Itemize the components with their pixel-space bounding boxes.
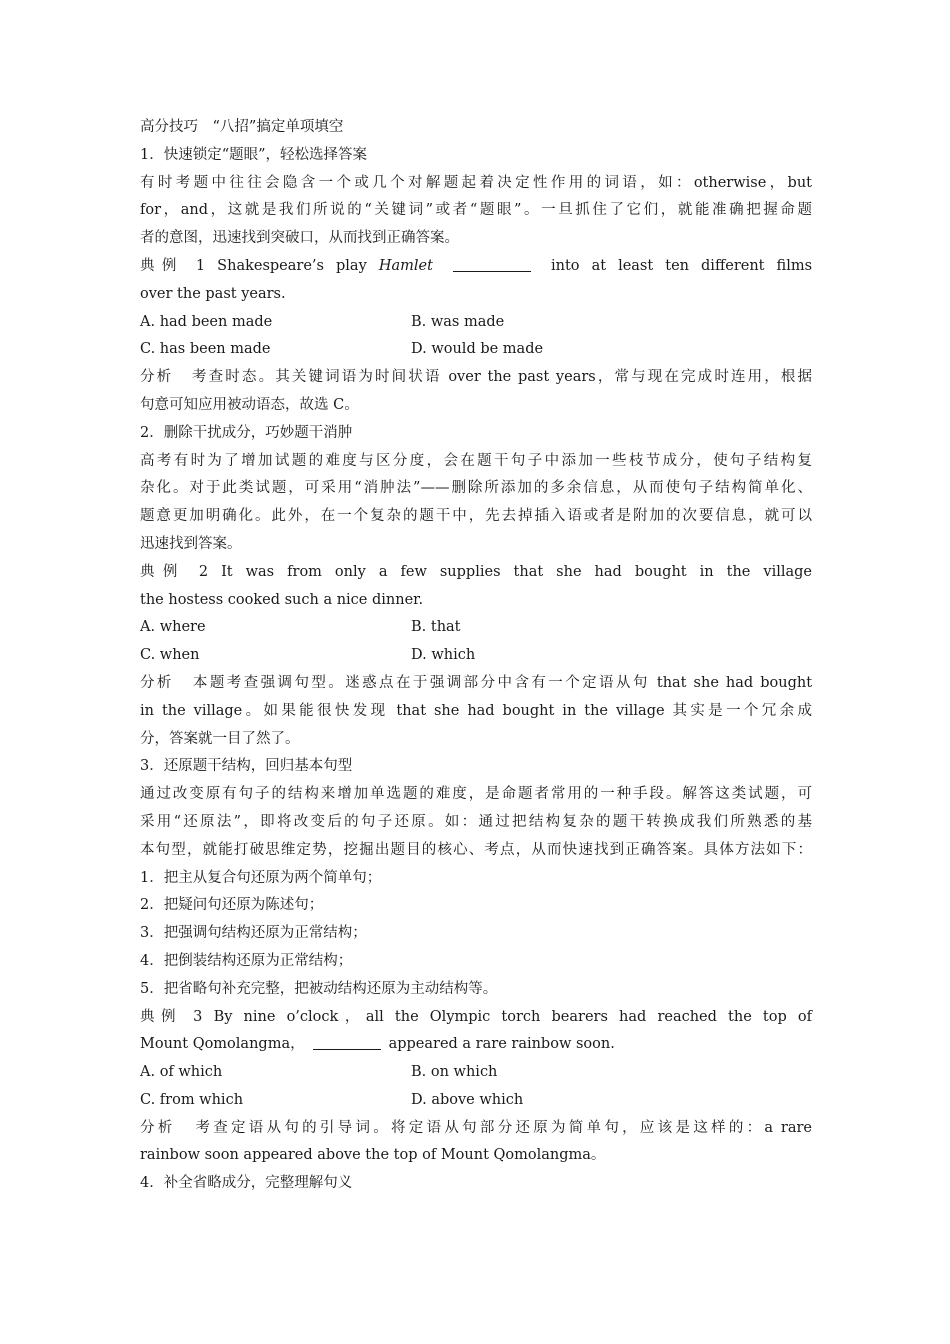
section-4-heading: 4．补全省略成分，完整理解句义 bbox=[140, 1175, 353, 1192]
analysis-text: 考查时态。其关键词语为时间状语 over the past years，常与现在完成时连用，根据 bbox=[192, 369, 813, 386]
example-3-question-line-2 bbox=[140, 1031, 812, 1059]
document-page bbox=[140, 114, 812, 1198]
example-3-text-post: appeared a rare rainbow soon. bbox=[388, 1036, 615, 1053]
example-2-options-row bbox=[140, 642, 812, 670]
section-3-paragraph-line: 通过改变原有句子的结构来增加单选题的难度，是命题者常用的一种手段。解答这类试题，可 bbox=[140, 786, 812, 803]
example-2-question-line-2: the hostess cooked such a nice dinner. bbox=[140, 591, 424, 608]
option-b: B. that bbox=[411, 619, 461, 636]
example-3-analysis-line bbox=[140, 1115, 812, 1143]
section-3-paragraph-line: 本句型，就能打破思维定势，挖掘出题目的核心、考点，从而快速找到正确答案。具体方法如下： bbox=[140, 841, 812, 858]
document-title: 高分技巧 “八招”搞定单项填空 bbox=[140, 119, 344, 135]
analysis-label: 分析 bbox=[140, 369, 174, 386]
option-a: A. where bbox=[140, 619, 206, 636]
section-1-heading: 1．快速锁定“题眼”，轻松选择答案 bbox=[140, 146, 368, 163]
example-2-analysis-line bbox=[140, 670, 812, 698]
example-2-analysis-line-3: 分，答案就一目了然了。 bbox=[140, 730, 300, 747]
section-3-paragraph-line: 采用“还原法”，即将改变后的句子还原。如：通过把结构复杂的题干转换成我们所熟悉的基 bbox=[140, 813, 812, 830]
section-1-paragraph-line: 者的意图，迅速找到突破口，从而找到正确答案。 bbox=[140, 230, 459, 247]
example-1-text-pre: Shakespeare’s play bbox=[217, 257, 367, 274]
example-3-label: 典例 3 bbox=[140, 1008, 203, 1025]
option-a: A. of which bbox=[140, 1064, 223, 1081]
example-2-label: 典例 2 bbox=[140, 563, 209, 580]
option-c: C. from which bbox=[140, 1091, 244, 1108]
option-c: C. when bbox=[140, 647, 200, 664]
section-1-paragraph-line: for，and，这就是我们所说的“关键词”或者“题眼”。一旦抓住了它们，就能准确把握命题 bbox=[140, 202, 812, 219]
example-1-analysis-line-2: 句意可知应用被动语态，故选 C。 bbox=[140, 396, 359, 413]
example-1-text-post: into at least ten different films bbox=[551, 257, 813, 274]
answer-blank bbox=[313, 1035, 381, 1050]
section-2-paragraph-line: 高考有时为了增加试题的难度与区分度，会在题干句子中添加一些枝节成分，使句子结构复 bbox=[140, 452, 812, 469]
method-item: 2．把疑问句还原为陈述句； bbox=[140, 897, 324, 914]
example-3-question-line bbox=[140, 1004, 812, 1032]
example-3-analysis-line-2: rainbow soon appeared above the top of Mount Qomolangma。 bbox=[140, 1147, 606, 1164]
method-item: 1．把主从复合句还原为两个简单句； bbox=[140, 869, 382, 886]
example-1-italic-title: Hamlet bbox=[378, 257, 433, 274]
section-2-paragraph-line: 杂化。对于此类试题，可采用“消肿法”——删除所添加的多余信息，从而使句子结构简单化、 bbox=[140, 480, 812, 497]
analysis-text: 本题考查强调句型。迷惑点在于强调部分中含有一个定语从句 that she had bought bbox=[192, 674, 813, 691]
method-item: 5．把省略句补充完整，把被动结构还原为主动结构等。 bbox=[140, 980, 498, 997]
analysis-label: 分析 bbox=[140, 674, 174, 691]
example-1-options-row bbox=[140, 336, 812, 364]
analysis-text: 考查定语从句的引导词。将定语从句部分还原为简单句，应该是这样的：a rare bbox=[195, 1119, 813, 1136]
section-2-paragraph-line: 题意更加明确化。此外，在一个复杂的题干中，先去掉插入语或者是附加的次要信息，就可以 bbox=[140, 508, 812, 525]
option-b: B. was made bbox=[411, 313, 505, 330]
example-1-label: 典例 1 bbox=[140, 257, 206, 274]
option-d: D. which bbox=[411, 647, 476, 664]
answer-blank bbox=[453, 257, 531, 272]
example-3-text-pre: Mount Qomolangma， bbox=[140, 1036, 305, 1053]
example-2-options-row bbox=[140, 614, 812, 642]
method-item: 3．把强调句结构还原为正常结构； bbox=[140, 925, 367, 942]
example-2-analysis-line-2: in the village。如果能很快发现 that she had bought in the village 其实是一个冗余成 bbox=[140, 702, 812, 719]
option-a: A. had been made bbox=[140, 313, 273, 330]
example-1-options-row bbox=[140, 309, 812, 337]
section-3-heading: 3．还原题干结构，回归基本句型 bbox=[140, 758, 353, 775]
example-3-options-row bbox=[140, 1087, 812, 1115]
analysis-label: 分析 bbox=[140, 1119, 176, 1136]
option-c: C. has been made bbox=[140, 341, 271, 358]
example-1-question-line-2: over the past years. bbox=[140, 285, 286, 302]
example-3-text: By nine o’clock，all the Olympic torch bearers had reached the top of bbox=[213, 1008, 813, 1025]
example-1-analysis-line bbox=[140, 364, 812, 392]
method-item: 4．把倒装结构还原为正常结构； bbox=[140, 952, 353, 969]
example-2-question-line bbox=[140, 559, 812, 587]
section-2-paragraph-line: 迅速找到答案。 bbox=[140, 535, 242, 552]
example-1-question-line bbox=[140, 253, 812, 281]
example-2-text: It was from only a few supplies that she had bought in the village bbox=[221, 563, 812, 580]
section-2-heading: 2．删除干扰成分，巧妙题干消肿 bbox=[140, 424, 353, 441]
example-3-options-row bbox=[140, 1059, 812, 1087]
option-d: D. would be made bbox=[411, 341, 544, 358]
option-b: B. on which bbox=[411, 1064, 498, 1081]
section-1-paragraph-line: 有时考题中往往会隐含一个或几个对解题起着决定性作用的词语，如：otherwise，but bbox=[140, 174, 812, 191]
option-d: D. above which bbox=[411, 1091, 524, 1108]
